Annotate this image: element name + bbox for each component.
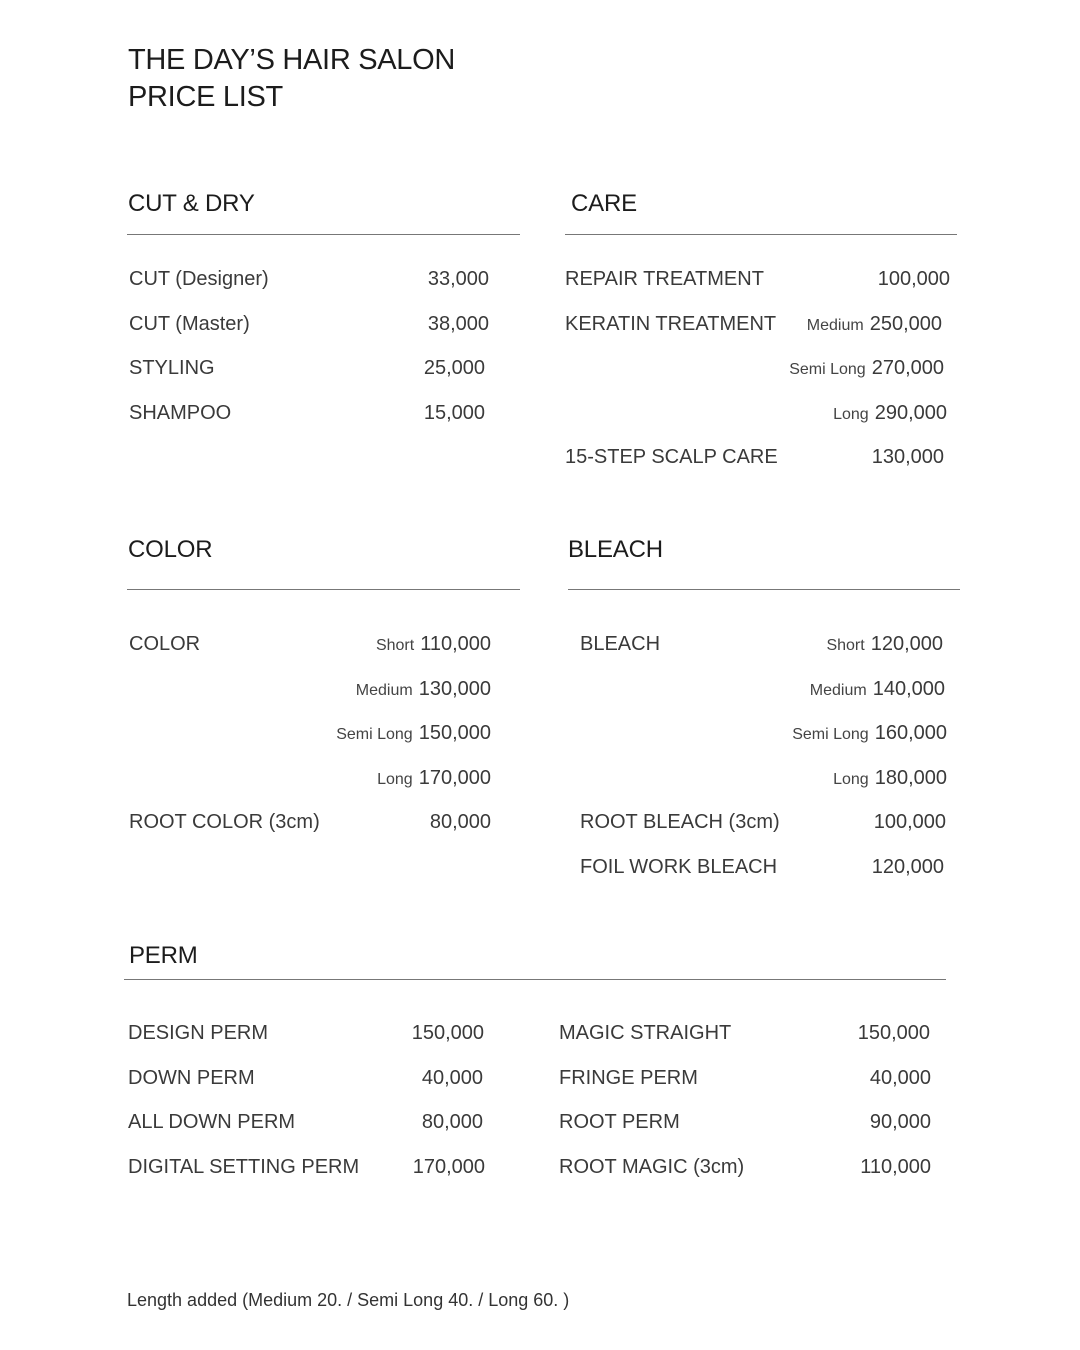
- salon-name: THE DAY’S HAIR SALON: [128, 44, 456, 76]
- item-name: ROOT COLOR (3cm): [129, 811, 320, 833]
- size-label: Long: [833, 771, 869, 788]
- item-price: 90,000: [869, 1111, 931, 1133]
- size-label: Semi Long: [789, 361, 866, 378]
- size-price-row: [810, 677, 945, 703]
- item-price: 170,000: [418, 767, 491, 789]
- item-price: 130,000: [418, 678, 491, 700]
- section-title-bleach: BLEACH: [568, 536, 663, 563]
- item-price: 140,000: [872, 678, 945, 700]
- size-label: Semi Long: [792, 726, 869, 743]
- item-name: CUT (Master): [129, 313, 250, 335]
- length-note: Length added (Medium 20. / Semi Long 40. / Long 60. ): [127, 1290, 570, 1310]
- item-name: STYLING: [129, 357, 215, 379]
- size-price-row: [792, 721, 947, 747]
- item-name: FOIL WORK BLEACH: [580, 856, 778, 878]
- item-price: 80,000: [421, 1111, 483, 1133]
- size-price-row: [377, 766, 491, 792]
- size-price-row: [833, 766, 947, 792]
- item-price: 25,000: [423, 357, 485, 379]
- size-price-row: [833, 401, 947, 427]
- item-name: FRINGE PERM: [559, 1067, 698, 1089]
- section-divider: [565, 234, 957, 235]
- size-price-row: [826, 632, 943, 658]
- item-price: 15,000: [423, 402, 485, 424]
- item-price: 290,000: [874, 402, 947, 424]
- item-price: 33,000: [427, 268, 489, 290]
- item-price: 100,000: [873, 811, 946, 833]
- size-price-row: [356, 677, 491, 703]
- item-price: 100,000: [877, 268, 950, 290]
- page-title: [128, 42, 455, 116]
- size-label: Medium: [355, 682, 413, 699]
- item-price: 40,000: [421, 1067, 483, 1089]
- item-price: 170,000: [412, 1156, 485, 1178]
- price-list-label: PRICE LIST: [128, 81, 283, 113]
- item-name: DOWN PERM: [128, 1067, 255, 1089]
- item-price: 150,000: [418, 722, 491, 744]
- item-price: 120,000: [870, 633, 943, 655]
- section-divider: [124, 979, 946, 980]
- item-price: 270,000: [871, 357, 944, 379]
- size-label: Short: [375, 637, 415, 654]
- item-name: CUT (Designer): [129, 268, 269, 290]
- item-price: 38,000: [427, 313, 489, 335]
- item-price: 150,000: [857, 1022, 930, 1044]
- section-divider: [127, 589, 520, 590]
- size-label: Long: [377, 771, 413, 788]
- item-name: REPAIR TREATMENT: [565, 268, 764, 290]
- item-name: DESIGN PERM: [128, 1022, 269, 1044]
- item-price: 250,000: [869, 313, 942, 335]
- item-name: ALL DOWN PERM: [128, 1111, 296, 1133]
- item-name: ROOT MAGIC (3cm): [559, 1156, 745, 1178]
- size-label: Long: [833, 406, 869, 423]
- item-name: BLEACH: [580, 633, 661, 655]
- item-name: MAGIC STRAIGHT: [559, 1022, 732, 1044]
- item-price: 130,000: [871, 446, 944, 468]
- item-name: KERATIN TREATMENT: [565, 313, 777, 335]
- item-price: 160,000: [874, 722, 947, 744]
- section-title-cut-dry: CUT & DRY: [128, 190, 255, 217]
- item-name: ROOT PERM: [559, 1111, 680, 1133]
- item-name: ROOT BLEACH (3cm): [580, 811, 780, 833]
- size-label: Semi Long: [336, 726, 413, 743]
- item-price: 120,000: [871, 856, 944, 878]
- section-divider: [127, 234, 520, 235]
- section-divider: [568, 589, 960, 590]
- size-price-row: [789, 356, 944, 382]
- item-price: 150,000: [411, 1022, 484, 1044]
- size-label: Short: [826, 637, 865, 654]
- size-price-row: [376, 632, 491, 658]
- item-price: 180,000: [874, 767, 947, 789]
- item-name: DIGITAL SETTING PERM: [128, 1156, 360, 1178]
- section-title-perm: PERM: [129, 942, 198, 969]
- item-name: COLOR: [129, 633, 201, 655]
- size-label: Medium: [809, 682, 867, 699]
- section-title-care: CARE: [571, 190, 637, 217]
- item-price: 110,000: [420, 633, 491, 655]
- item-price: 40,000: [869, 1067, 931, 1089]
- item-price: 80,000: [429, 811, 491, 833]
- size-label: Medium: [806, 317, 864, 334]
- size-price-row: [807, 312, 942, 338]
- section-title-color: COLOR: [128, 536, 213, 563]
- item-price: 110,000: [860, 1156, 931, 1178]
- item-name: SHAMPOO: [129, 402, 232, 424]
- item-name: 15-STEP SCALP CARE: [565, 446, 778, 468]
- size-price-row: [336, 721, 491, 747]
